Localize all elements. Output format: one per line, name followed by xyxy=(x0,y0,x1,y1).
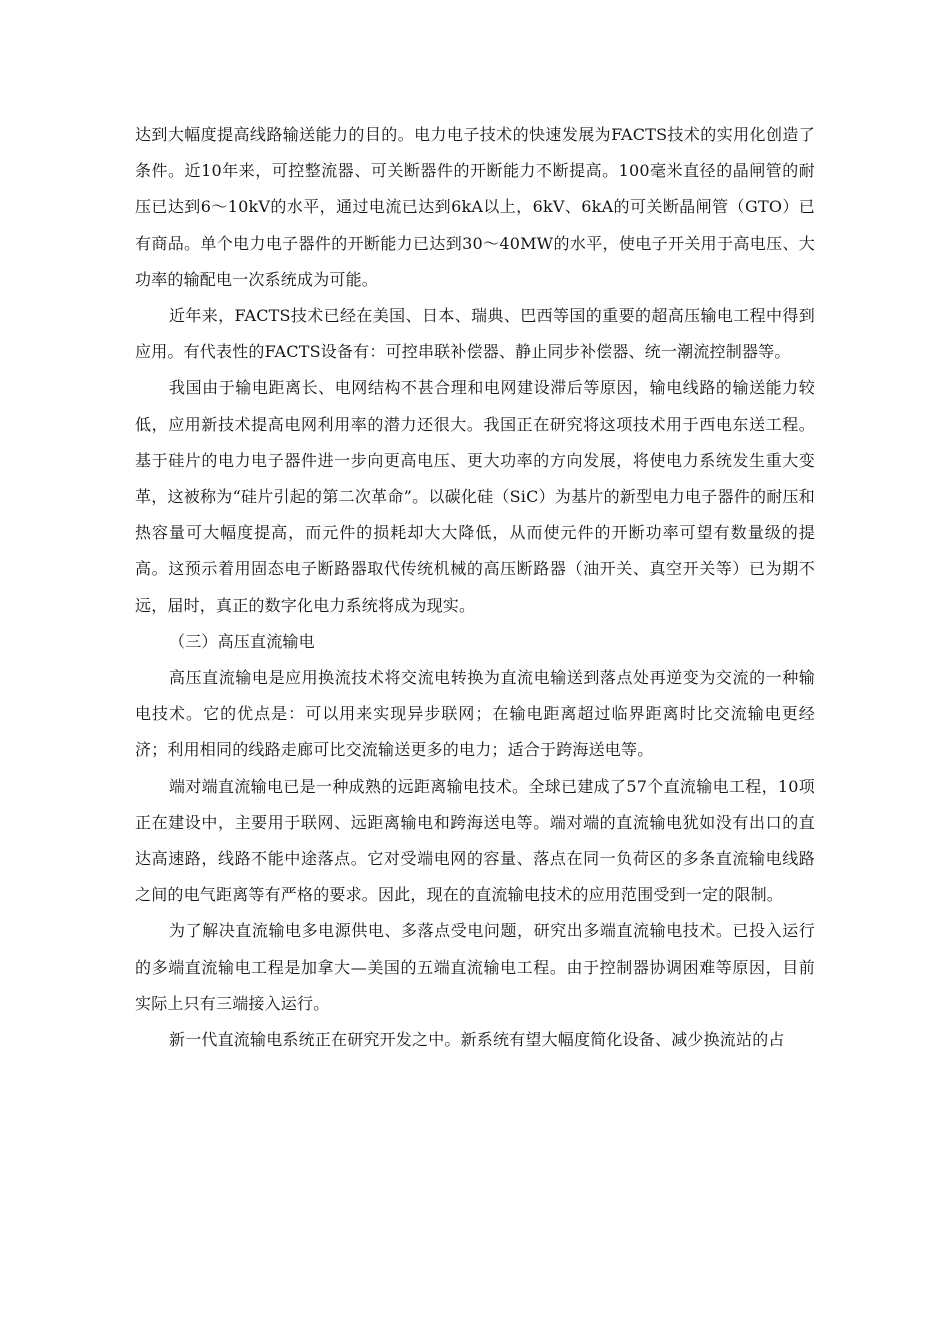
paragraph-new-generation-hvdc: 新一代直流输电系统正在研究开发之中。新系统有望大幅度简化设备、减少换流站的占 xyxy=(169,1030,785,1050)
paragraph-facts-continuation: 达到大幅度提高线路输送能力的目的。电力电子技术的快速发展为FACTS技术的实用化创造了条件。近10年来，可控整流器、可关断器件的开断能力不断提高。100毫米直径的晶闸管的耐压已达到6～10kV的水平，通过电流已达到6kA以上，6kV、6kA的可关断晶闸管（GTO）已有商品。单个电力电子器件的开断能力已达到30～40MW的水平，使电子开关用于高电压、大功率的输配电一次系统成为可能。 xyxy=(135,125,815,289)
paragraph-multi-terminal-hvdc: 为了解决直流输电多电源供电、多落点受电问题，研究出多端直流输电技术。已投入运行的多端直流输电工程是加拿大—美国的五端直流输电工程。由于控制器协调困难等原因，目前实际上只有三端接入运行。 xyxy=(135,921,815,1013)
paragraph-hvdc-definition: 高压直流输电是应用换流技术将交流电转换为直流电输送到落点处再逆变为交流的一种输电技术。它的优点是：可以用来实现异步联网；在输电距离超过临界距离时比交流输电更经济；利用相同的线路走廊可比交流输送更多的电力；适合于跨海送电等。 xyxy=(135,668,815,760)
paragraph-facts-applications: 近年来，FACTS技术已经在美国、日本、瑞典、巴西等国的重要的超高压输电工程中得到应用。有代表性的FACTS设备有：可控串联补偿器、静止同步补偿器、统一潮流控制器等。 xyxy=(135,306,815,362)
paragraph-china-transmission: 我国由于输电距离长、电网结构不甚合理和电网建设滞后等原因，输电线路的输送能力较低，应用新技术提高电网利用率的潜力还很大。我国正在研究将这项技术用于西电东送工程。基于硅片的电力电子器件进一步向更高电压、更大功率的方向发展，将使电力系统发生重大变革，这被称为“硅片引起的第二次革命”。以碳化硅（SiC）为基片的新型电力电子器件的耐压和热容量可大幅度提高，而元件的损耗却大大降低，从而使元件的开断功率可望有数量级的提高。这预示着用固态电子断路器取代传统机械的高压断路器（油开关、真空开关等）已为期不远，届时，真正的数字化电力系统将成为现实。 xyxy=(135,378,815,615)
section-heading-hvdc: （三）高压直流输电 xyxy=(169,631,315,651)
paragraph-point-to-point-hvdc: 端对端直流输电已是一种成熟的远距离输电技术。全球已建成了57个直流输电工程，10项正在建设中，主要用于联网、远距离输电和跨海送电等。端对端的直流输电犹如没有出口的直达高速路，线路不能中途落点。它对受端电网的容量、落点在同一负荷区的多条直流输电线路之间的电气距离等有严格的要求。因此，现在的直流输电技术的应用范围受到一定的限制。 xyxy=(135,776,815,905)
document-body xyxy=(135,117,815,1058)
